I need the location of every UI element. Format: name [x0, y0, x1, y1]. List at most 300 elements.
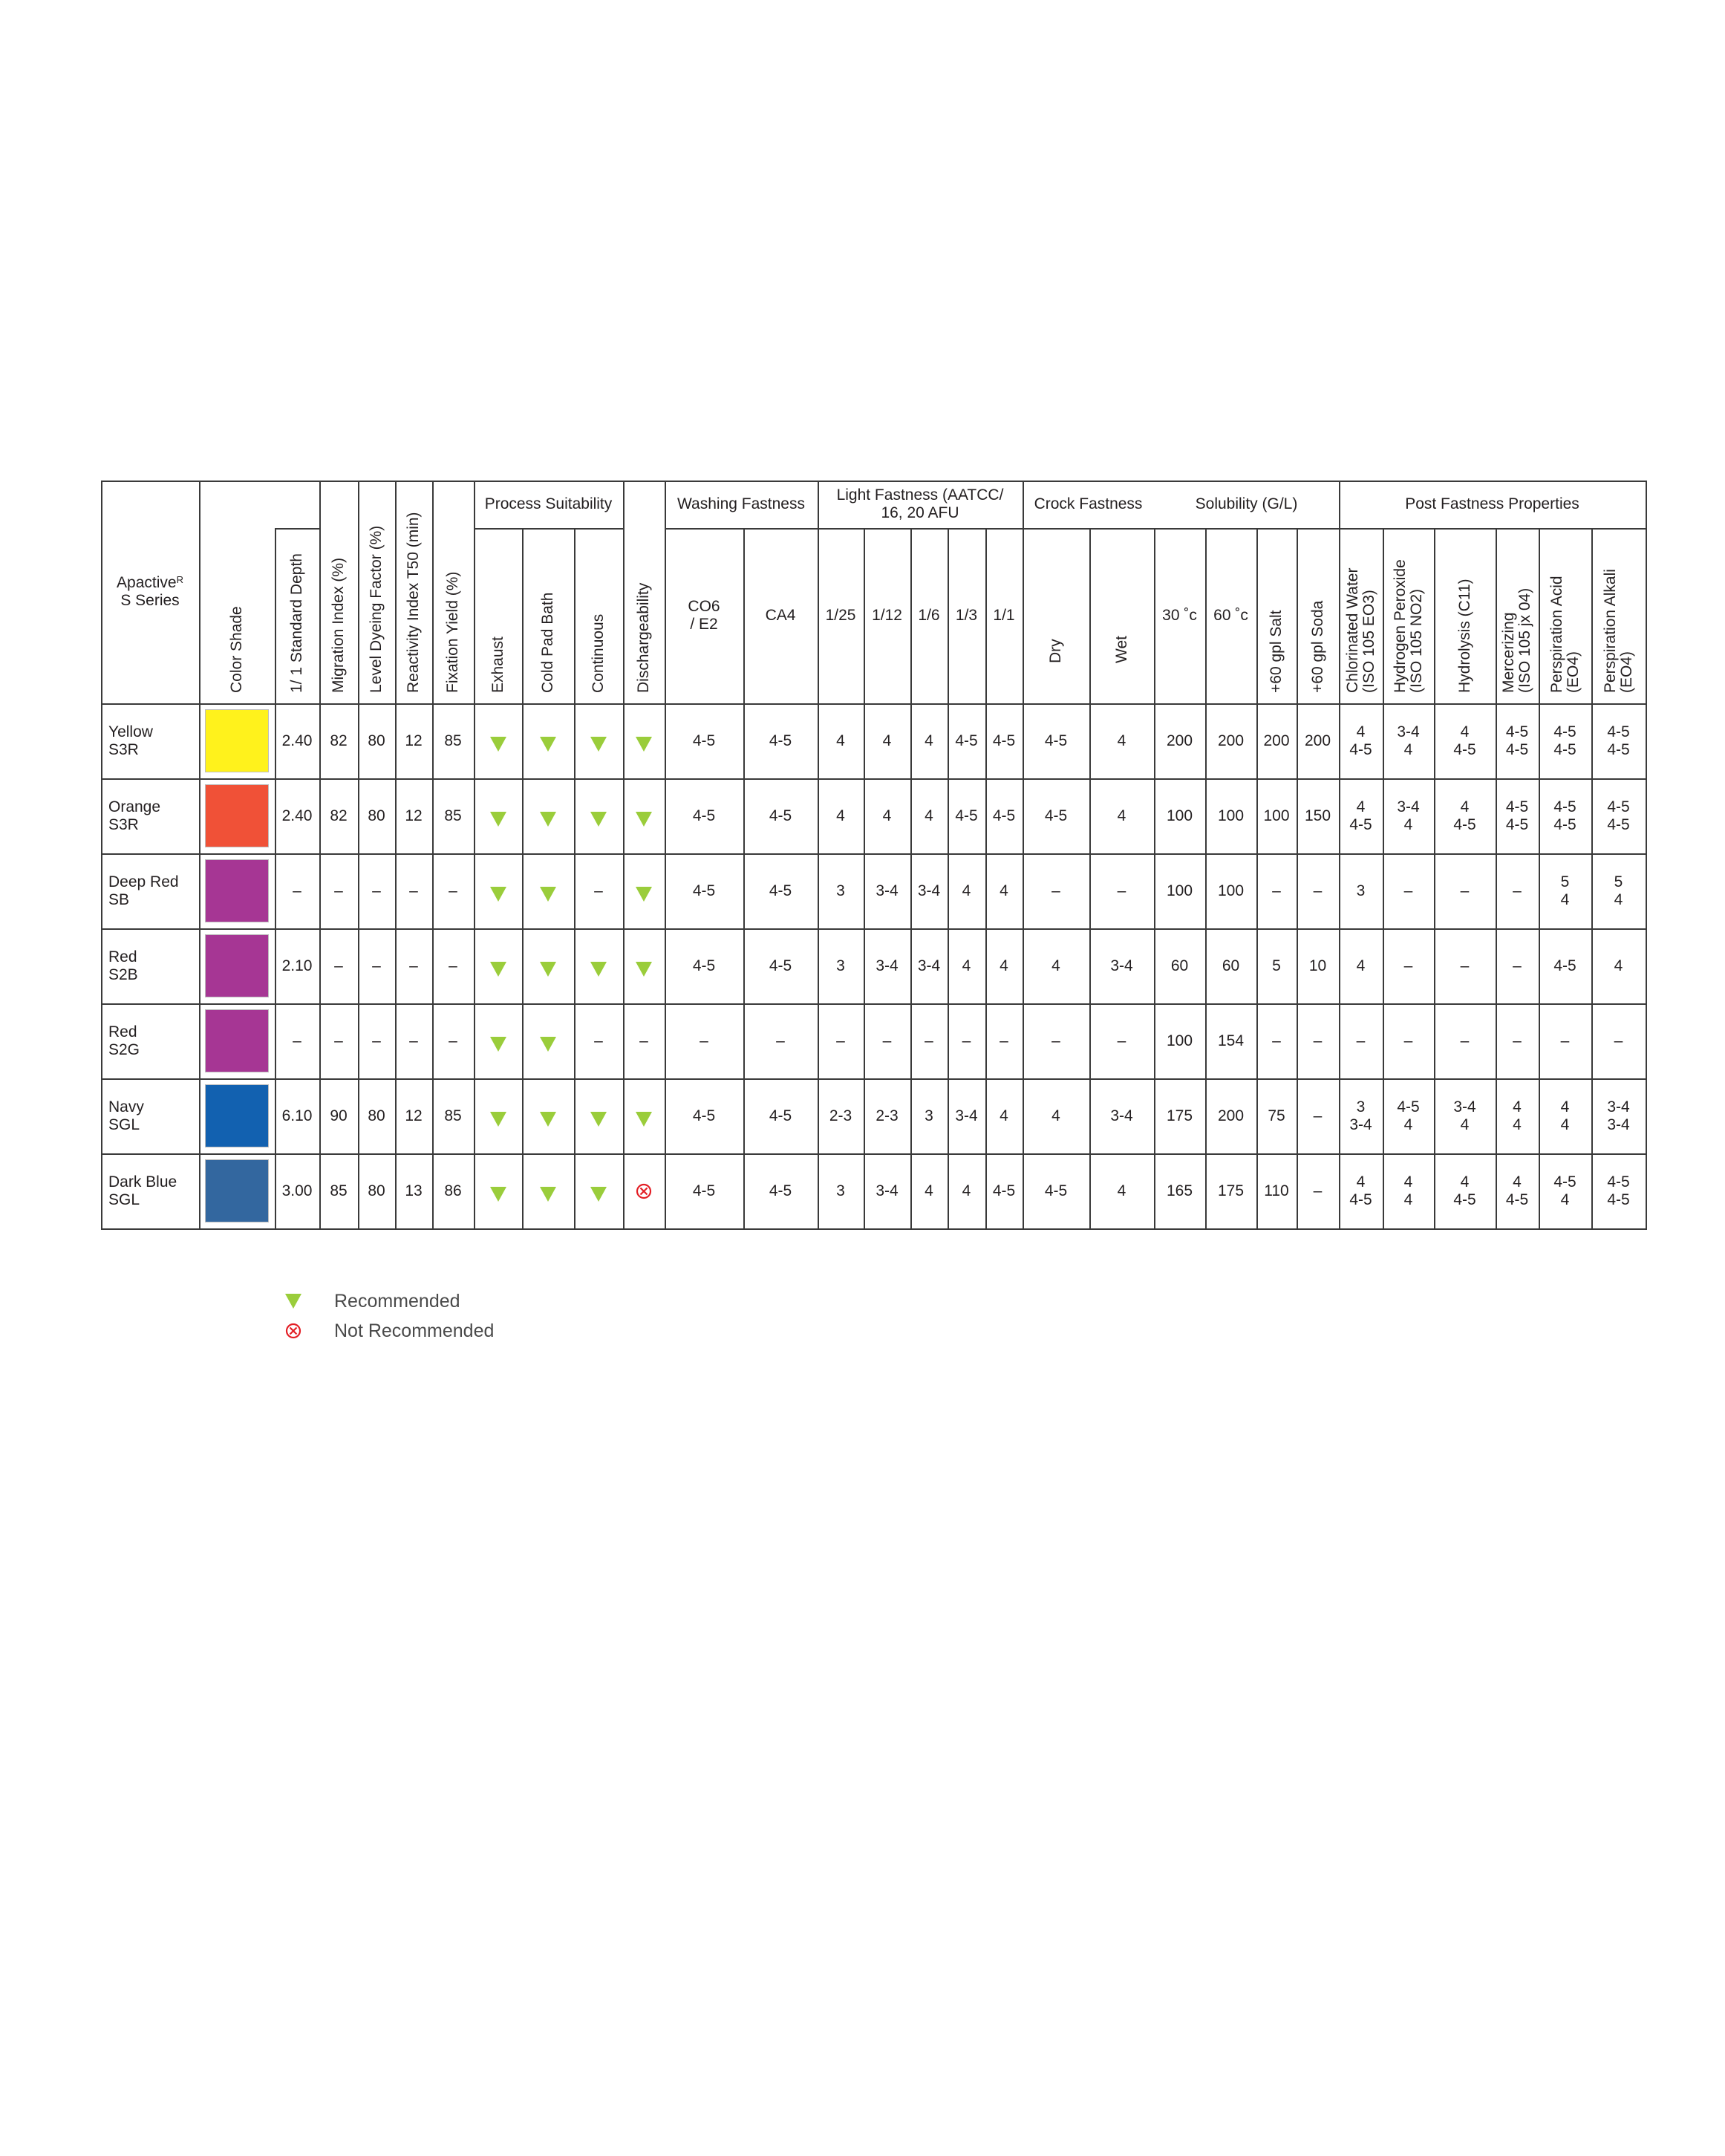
cell-lf25: –	[836, 1032, 845, 1049]
dry-header-text	[1048, 639, 1064, 663]
recommended-triangle-icon	[490, 1187, 506, 1202]
cell-pal-line1: 3-4	[1607, 1098, 1630, 1116]
cell-co6: 4-5	[692, 882, 716, 899]
cell-exhaust	[474, 778, 522, 853]
cell-pal-line2: 4-5	[1607, 815, 1630, 833]
cell-pac-line1: –	[1560, 1032, 1570, 1049]
light-fastness-header	[818, 481, 1023, 528]
color-swatch	[205, 859, 269, 922]
cell-wet: –	[1117, 882, 1126, 899]
cell-s30: 60	[1170, 957, 1189, 974]
row-name	[101, 853, 199, 928]
grid-line-h	[101, 1078, 1647, 1080]
cell-lf25: 4	[836, 807, 845, 824]
cell-pac	[1539, 928, 1591, 1003]
peroxide-header-text	[1392, 559, 1425, 693]
cell-hyd	[1434, 1078, 1496, 1153]
cell-lf6: 3-4	[917, 957, 941, 974]
cell-disc	[623, 853, 665, 928]
row-name	[101, 703, 199, 778]
cell-pac	[1539, 1153, 1591, 1228]
cell-lf6: 4	[925, 732, 933, 749]
mercerizing-header-line: Mercerizing	[1500, 612, 1517, 693]
persp-acid-header-line: (EO4)	[1564, 651, 1582, 693]
grid-line-h	[101, 703, 1647, 705]
sol-60-header: 60 ˚c	[1213, 607, 1248, 624]
recommended-triangle-icon	[590, 737, 607, 752]
cell-chl-text	[1349, 1098, 1372, 1134]
cell-s60: 200	[1217, 1107, 1245, 1124]
cell-lf6: 4	[925, 807, 933, 824]
row-name	[101, 1003, 199, 1078]
cell-pac-line1: 5	[1560, 873, 1570, 890]
cell-pac-line2: 4	[1560, 1116, 1570, 1133]
cell-chl	[1339, 778, 1383, 853]
cell-lvl: 80	[368, 1107, 385, 1124]
grid-line-v	[432, 481, 434, 1230]
chlorinated-header-line: Chlorinated Water	[1343, 567, 1361, 693]
cell-mer-line2: 4-5	[1505, 740, 1529, 758]
cell-disc	[623, 1153, 665, 1228]
cell-chl-line2: 4-5	[1349, 1191, 1372, 1208]
cell-ca4: 4-5	[769, 732, 792, 749]
cold-pad-bath-header	[522, 528, 574, 703]
cell-mer	[1496, 853, 1539, 928]
row-name-text	[108, 1023, 140, 1059]
co6-line: CO6	[688, 598, 720, 615]
cell-dry: –	[1051, 1032, 1060, 1049]
cell-hyd	[1434, 1003, 1496, 1078]
exhaust-header-line: Exhaust	[489, 636, 506, 693]
cell-hyd-line1: –	[1460, 882, 1470, 899]
cell-salt: –	[1272, 882, 1281, 899]
peroxide-header-line: (ISO 105 NO2)	[1407, 588, 1425, 693]
cell-dry: 4	[1051, 1107, 1060, 1124]
cell-fix: 85	[444, 732, 462, 749]
recommended-triangle-icon	[540, 1037, 556, 1052]
cell-pac-line1: 4-5	[1553, 723, 1576, 740]
cell-per	[1383, 928, 1434, 1003]
color-swatch	[205, 784, 269, 847]
color-shade-header-line: Color Shade	[228, 606, 245, 693]
migration-index-header	[319, 481, 358, 703]
cell-dry: 4-5	[1044, 1182, 1068, 1199]
recommended-triangle-icon	[540, 812, 556, 827]
cell-mig: 90	[330, 1107, 348, 1124]
cell-pal-text	[1614, 1032, 1623, 1050]
cell-exhaust	[474, 853, 522, 928]
cell-wet: 3-4	[1110, 957, 1133, 974]
cell-fix: 85	[444, 807, 462, 824]
recommended-triangle-icon	[490, 1037, 506, 1052]
cell-dry: 4-5	[1044, 732, 1068, 749]
reactivity-index-header	[395, 481, 432, 703]
grid-line-v	[665, 481, 666, 1230]
cell-lf12: 4	[882, 732, 892, 749]
cell-pal-line1: 4-5	[1607, 798, 1630, 815]
peroxide-header-line: Hydrogen Peroxide	[1391, 559, 1409, 693]
cell-chl-text	[1349, 723, 1372, 759]
cell-pac	[1539, 703, 1591, 778]
cell-pac-text	[1561, 1032, 1570, 1050]
cell-ca4: 4-5	[769, 882, 792, 899]
row-name-line: SGL	[108, 1191, 140, 1208]
cell-dry: 4	[1051, 957, 1060, 974]
color-swatch	[205, 1159, 269, 1222]
cell-pac-text	[1561, 1098, 1570, 1134]
grid-line-v	[985, 528, 987, 1230]
series-name: S Series	[120, 592, 180, 609]
cell-salt: 75	[1268, 1107, 1285, 1124]
cell-wet: 3-4	[1110, 1107, 1133, 1124]
cell-lf1: 4	[1000, 1107, 1008, 1124]
reactivity-index-header-line: Reactivity Index T50 (min)	[405, 512, 422, 693]
cell-exhaust	[474, 703, 522, 778]
cold-pad-bath-header-text	[540, 593, 556, 693]
cell-pac-text	[1553, 1173, 1576, 1209]
grid-line-h	[101, 1153, 1647, 1155]
cell-per-line1: –	[1403, 882, 1413, 899]
cell-cold	[522, 778, 574, 853]
row-name-text	[108, 1173, 177, 1209]
recommended-triangle-icon	[490, 962, 506, 977]
cell-lvl: 80	[368, 807, 385, 824]
grid-line-v	[910, 528, 912, 1230]
grid-line-v	[1339, 481, 1340, 1230]
row-name-line: Navy	[108, 1098, 144, 1116]
series-header	[101, 481, 199, 703]
cell-mer	[1496, 1153, 1539, 1228]
cell-disc	[623, 1078, 665, 1153]
cell-pal-line1: 4	[1614, 957, 1623, 974]
cell-disc: –	[639, 1032, 648, 1049]
fixation-yield-header-text	[445, 572, 461, 693]
not-recommended-icon	[636, 1183, 652, 1199]
grid-line-h	[101, 1003, 1647, 1005]
row-name-line: S2B	[108, 965, 138, 983]
cell-pac	[1539, 1078, 1591, 1153]
cell-lvl: –	[372, 957, 381, 974]
cell-per	[1383, 703, 1434, 778]
cell-lf3: 4	[962, 882, 971, 899]
cell-depth: 6.10	[281, 1107, 313, 1124]
cell-exhaust	[474, 1153, 522, 1228]
grid-line-v	[1205, 528, 1207, 1230]
cell-chl-line1: 4	[1356, 1173, 1366, 1191]
cell-s60: 100	[1217, 807, 1245, 824]
cell-ca4: 4-5	[769, 1107, 792, 1124]
grid-line-h	[474, 528, 625, 530]
sol-soda-header-text	[1310, 601, 1326, 693]
grid-line-v	[623, 481, 625, 1230]
recommended-triangle-icon	[490, 737, 506, 752]
cell-react: 12	[405, 807, 423, 824]
peroxide-header	[1383, 528, 1434, 703]
row-name-line: SB	[108, 890, 130, 908]
grid-line-v	[101, 481, 102, 1230]
cell-hyd-line1: 4	[1460, 1173, 1470, 1191]
cell-chl-line1: 4	[1356, 723, 1366, 740]
cell-lf3: –	[962, 1032, 971, 1049]
mercerizing-header	[1496, 528, 1539, 703]
grid-line-h	[101, 1228, 1647, 1230]
cell-mer	[1496, 1003, 1539, 1078]
cell-per	[1383, 1153, 1434, 1228]
post-fastness-header: Post Fastness Properties	[1405, 495, 1579, 512]
chlorinated-header	[1339, 528, 1383, 703]
cell-react: 13	[405, 1182, 423, 1199]
cell-lvl: –	[372, 1032, 381, 1049]
cell-co6: 4-5	[692, 1107, 716, 1124]
cell-mig: 82	[330, 732, 348, 749]
grid-line-v	[1297, 528, 1298, 1230]
color-swatch	[205, 1084, 269, 1147]
cell-per-text	[1404, 957, 1413, 975]
wet-header	[1089, 528, 1154, 674]
cold-pad-bath-header-line: Cold Pad Bath	[539, 592, 556, 693]
cell-mer-text	[1513, 1098, 1522, 1134]
grid-line-v	[1539, 528, 1540, 1230]
dischargeability-header	[623, 481, 665, 703]
grid-line-h	[665, 528, 1647, 530]
cell-disc	[623, 703, 665, 778]
cell-exhaust	[474, 928, 522, 1003]
recommended-triangle-icon	[540, 737, 556, 752]
cell-mer-text	[1513, 957, 1522, 975]
cell-hyd-text	[1461, 882, 1470, 900]
dry-header-line: Dry	[1047, 639, 1064, 663]
cell-react: 12	[405, 732, 423, 749]
cell-depth: 2.40	[281, 807, 313, 824]
cell-hyd-line2: 4-5	[1453, 815, 1476, 833]
cell-lf3: 4	[962, 1182, 971, 1199]
light-fastness-lf_1_12-header: 1/12	[872, 607, 902, 624]
hydrolysis-header-line: Hydrolysis (C11)	[1455, 579, 1473, 693]
recommended-triangle-icon	[540, 1112, 556, 1127]
cell-salt: –	[1272, 1032, 1281, 1049]
lf-line: 16, 20 AFU	[881, 504, 959, 521]
cell-pac-line1: 4-5	[1553, 1173, 1576, 1191]
cell-disc	[623, 928, 665, 1003]
recommended-triangle-icon	[590, 962, 607, 977]
recommended-triangle-icon	[590, 812, 607, 827]
cell-fix: 86	[444, 1182, 462, 1199]
cell-pal-line2: 4-5	[1607, 740, 1630, 758]
cell-pac-text	[1553, 957, 1576, 975]
legend-not-recommended	[282, 1316, 494, 1346]
persp-alkali-header-text	[1602, 569, 1635, 693]
recommended-triangle-icon	[540, 1187, 556, 1202]
cell-pal-line2: 3-4	[1607, 1116, 1630, 1133]
cell-lvl: –	[372, 882, 381, 899]
cell-mig: –	[334, 882, 343, 899]
row-name-line: Red	[108, 1023, 137, 1040]
recommended-triangle-icon	[590, 1187, 607, 1202]
chlorinated-header-text	[1345, 568, 1377, 693]
cell-mer-line1: 4	[1513, 1173, 1522, 1191]
cell-chl-text	[1349, 798, 1372, 834]
cell-pal	[1591, 853, 1646, 928]
cell-hyd-line1: 4	[1460, 798, 1470, 815]
not-recommended-icon	[285, 1323, 301, 1339]
cell-lf12: 3-4	[875, 1182, 899, 1199]
row-name	[101, 928, 199, 1003]
cell-chl-line1: –	[1356, 1032, 1366, 1049]
cell-hyd-line2: 4-5	[1453, 740, 1476, 758]
cell-mer	[1496, 1078, 1539, 1153]
brand-line	[117, 574, 183, 592]
recommended-triangle-icon	[285, 1294, 301, 1309]
cell-lf12: –	[882, 1032, 892, 1049]
cell-lf6: 3	[925, 1107, 933, 1124]
cell-chl	[1339, 1153, 1383, 1228]
cell-lf3: 4	[962, 957, 971, 974]
process-suitability-header: Process Suitability	[484, 495, 613, 512]
recommended-triangle-icon	[490, 1112, 506, 1127]
cell-depth: –	[293, 882, 301, 899]
cell-cont	[574, 778, 623, 853]
recommended-triangle-icon	[590, 1112, 607, 1127]
cell-lf3: 4-5	[955, 732, 978, 749]
cell-lf1: 4-5	[992, 807, 1016, 824]
grid-line-v	[1591, 528, 1593, 1230]
lf-line: Light Fastness (AATCC/	[836, 486, 1004, 504]
cell-hyd	[1434, 1153, 1496, 1228]
cell-react: 12	[405, 1107, 423, 1124]
recommended-triangle-icon	[490, 812, 506, 827]
cell-pal	[1591, 1153, 1646, 1228]
legend-not-recommended-label: Not Recommended	[334, 1320, 495, 1341]
cell-dry: –	[1051, 882, 1060, 899]
light-fastness-lf_1_1-header: 1/1	[993, 607, 1015, 624]
cell-hyd-line1: –	[1460, 1032, 1470, 1049]
cell-pal	[1591, 1078, 1646, 1153]
cell-per-line2: 4	[1403, 1191, 1413, 1208]
dry-header	[1023, 528, 1089, 674]
light-fastness-lf_1_25-header: 1/25	[825, 607, 856, 624]
cell-lf25: 4	[836, 732, 845, 749]
cell-mer-text	[1506, 1173, 1528, 1209]
cell-cold	[522, 1003, 574, 1078]
color-shade-header	[199, 481, 275, 703]
grid-line-v	[1089, 528, 1091, 1230]
cell-salt: 110	[1264, 1182, 1289, 1199]
cell-co6: 4-5	[692, 1182, 716, 1199]
cell-pac-line1: 4	[1560, 1098, 1570, 1116]
cell-hyd	[1434, 778, 1496, 853]
cell-chl-text	[1349, 1173, 1372, 1209]
cell-mer-text	[1513, 1032, 1522, 1050]
cell-cont	[574, 928, 623, 1003]
row-name-line: Deep Red	[108, 873, 179, 890]
cell-ca4: –	[776, 1032, 785, 1049]
cell-pal-text	[1607, 1098, 1629, 1134]
legend-recommended-label: Recommended	[334, 1290, 460, 1312]
recommended-triangle-icon	[540, 887, 556, 902]
cell-per-text	[1397, 1098, 1419, 1134]
cell-mer-line1: –	[1513, 957, 1522, 974]
cell-mer-line1: –	[1513, 882, 1522, 899]
cell-salt: 100	[1263, 807, 1290, 824]
cell-dry: 4-5	[1044, 807, 1068, 824]
cell-lvl: 80	[368, 1182, 385, 1199]
cell-disc	[623, 778, 665, 853]
cell-per	[1383, 778, 1434, 853]
light-fastness-lf_1_3-header: 1/3	[955, 607, 978, 624]
continuous-header	[574, 528, 623, 703]
cell-soda: –	[1313, 1182, 1323, 1199]
cell-co6: 4-5	[692, 957, 716, 974]
cell-mer-text	[1506, 798, 1528, 834]
cell-mer-line1: 4-5	[1505, 798, 1529, 815]
cell-hyd	[1434, 853, 1496, 928]
cell-lf25: 3	[836, 957, 845, 974]
sol-soda-header	[1297, 528, 1339, 703]
cell-salt: 5	[1272, 957, 1281, 974]
cell-pal-text	[1607, 798, 1629, 834]
persp-alkali-header-line: (EO4)	[1617, 651, 1635, 693]
cell-depth: 2.10	[281, 957, 313, 974]
row-name	[101, 778, 199, 853]
cell-s30: 100	[1166, 1032, 1193, 1049]
cell-chl-line1: 3	[1356, 882, 1366, 899]
cell-ca4: 4-5	[769, 807, 792, 824]
grid-line-v	[522, 528, 524, 1230]
persp-acid-header-line: Perspiration Acid	[1548, 576, 1565, 693]
cell-cont	[574, 1153, 623, 1228]
cell-pal-line1: 4-5	[1607, 723, 1630, 740]
cell-cold	[522, 928, 574, 1003]
cell-lvl: 80	[368, 732, 385, 749]
wet-header-line: Wet	[1112, 636, 1130, 663]
series-header-text	[117, 574, 183, 610]
color-shade-header-text	[229, 606, 245, 693]
cell-hyd-line1: 3-4	[1453, 1098, 1476, 1116]
color-swatch	[205, 1009, 269, 1072]
cell-per-line1: 4-5	[1397, 1098, 1420, 1116]
row-name-line: Red	[108, 948, 137, 965]
mercerizing-header-line: (ISO 105 jx 04)	[1516, 587, 1533, 693]
grid-line-v	[199, 481, 200, 1230]
cell-chl-line1: 4	[1356, 957, 1366, 974]
cell-ca4: 4-5	[769, 957, 792, 974]
chlorinated-header-line: (ISO 105 EO3)	[1360, 590, 1377, 693]
cell-per-line1: 3-4	[1397, 798, 1420, 815]
continuous-header-line: Continuous	[590, 613, 607, 693]
cell-hyd-text	[1453, 798, 1475, 834]
row-name-text	[108, 723, 153, 759]
cell-lf25: 2-3	[829, 1107, 852, 1124]
cell-fix: 85	[444, 1107, 462, 1124]
cell-pal-line1: 5	[1614, 873, 1623, 890]
cell-fix: –	[449, 957, 457, 974]
cell-exhaust	[474, 1078, 522, 1153]
cell-lf6: –	[925, 1032, 933, 1049]
cell-per	[1383, 853, 1434, 928]
continuous-header-text	[590, 614, 607, 693]
sol-salt-header	[1256, 528, 1297, 703]
co6-line: / E2	[690, 616, 718, 633]
cell-lf12: 2-3	[875, 1107, 899, 1124]
solubility-header: Solubility (G/L)	[1195, 495, 1298, 512]
grid-line-v	[395, 481, 397, 1230]
cell-chl-text	[1357, 1032, 1366, 1050]
cell-mer-line2: 4	[1513, 1116, 1522, 1133]
cell-per-line1: –	[1403, 957, 1413, 974]
cell-s30: 165	[1166, 1182, 1193, 1199]
cell-pal-line1: 4-5	[1607, 1173, 1630, 1191]
cell-s30: 100	[1166, 807, 1193, 824]
